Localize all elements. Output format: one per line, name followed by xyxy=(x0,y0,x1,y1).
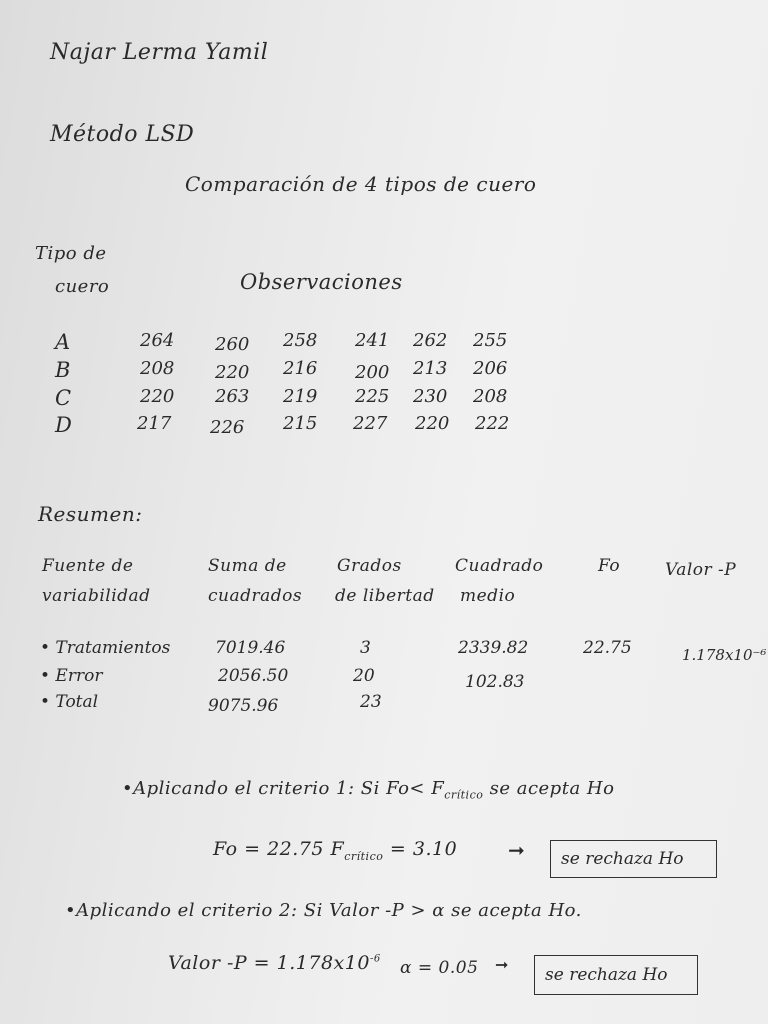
header-ms-1: Cuadrado xyxy=(455,556,544,576)
obs-value: 264 xyxy=(140,330,175,351)
criterion-1-text xyxy=(122,778,614,802)
obs-value: 216 xyxy=(283,358,318,379)
df-cell: 3 xyxy=(360,638,371,658)
obs-value: 222 xyxy=(475,413,510,434)
obs-value: 258 xyxy=(283,330,318,351)
ss-cell: 9075.96 xyxy=(208,696,279,716)
source-cell: • Error xyxy=(40,666,103,686)
obs-value: 213 xyxy=(413,358,448,379)
obs-value: 206 xyxy=(473,358,508,379)
obs-value: 220 xyxy=(415,413,450,434)
obs-value: 219 xyxy=(283,386,318,407)
header-f0: Fo xyxy=(598,556,621,576)
observations-title: Observaciones xyxy=(240,270,403,294)
header-df-1: Grados xyxy=(337,556,402,576)
df-cell: 23 xyxy=(360,692,382,712)
obs-value: 220 xyxy=(140,386,175,407)
obs-value: 220 xyxy=(215,362,250,383)
obs-value: 255 xyxy=(473,330,508,351)
header-df-2: de libertad xyxy=(335,586,435,606)
criterion-2-values xyxy=(168,952,381,974)
criterion-1-subscript: crítico xyxy=(444,788,484,802)
header-ms-2: medio xyxy=(460,586,516,606)
header-source-2: variabilidad xyxy=(42,586,151,606)
criterion-1-part-b: se acepta Ho xyxy=(489,778,615,799)
header-source-1: Fuente de xyxy=(42,556,134,576)
source-cell: • Tratamientos xyxy=(40,638,171,658)
experiment-subtitle: Comparación de 4 tipos de cuero xyxy=(185,172,537,196)
obs-value: 215 xyxy=(283,413,318,434)
method-title: Método LSD xyxy=(50,122,195,147)
criterion-1-part-a: •Aplicando el criterio 1: Si Fo< F xyxy=(122,778,445,799)
arrow-icon: ➞ xyxy=(508,838,525,862)
obs-value: 200 xyxy=(355,362,390,383)
criterion-1-values xyxy=(213,838,457,863)
type-letter: C xyxy=(55,386,72,410)
obs-value: 208 xyxy=(473,386,508,407)
obs-value: 208 xyxy=(140,358,175,379)
ms-cell: 102.83 xyxy=(465,672,525,692)
criterion-1-values-a: Fo = 22.75 F xyxy=(213,838,345,860)
obs-value: 217 xyxy=(137,413,172,434)
obs-value: 263 xyxy=(215,386,250,407)
obs-value: 226 xyxy=(210,417,245,438)
obs-value: 241 xyxy=(355,330,390,351)
ss-cell: 7019.46 xyxy=(215,638,286,658)
summary-title: Resumen: xyxy=(38,502,143,526)
obs-value: 260 xyxy=(215,334,250,355)
header-ss-2: cuadrados xyxy=(208,586,303,606)
criterion-2-result-box: se rechaza Ho xyxy=(534,955,698,995)
arrow-icon: ➞ xyxy=(495,955,509,974)
df-cell: 20 xyxy=(353,666,375,686)
author-name: Najar Lerma Yamil xyxy=(50,40,269,65)
header-p-value: Valor -P xyxy=(665,560,737,580)
criterion-2-alpha: α = 0.05 xyxy=(400,958,479,978)
obs-value: 230 xyxy=(413,386,448,407)
type-letter: A xyxy=(55,330,71,354)
obs-value: 262 xyxy=(413,330,448,351)
f0-cell: 22.75 xyxy=(583,638,632,658)
type-letter: B xyxy=(55,358,71,382)
p-cell: 1.178x10⁻⁶ xyxy=(682,646,767,664)
ss-cell: 2056.50 xyxy=(218,666,289,686)
header-ss-1: Suma de xyxy=(208,556,287,576)
type-label-line1: Tipo de xyxy=(35,243,107,264)
criterion-2-text: •Aplicando el criterio 2: Si Valor -P > α se acepta Ho. xyxy=(65,900,582,921)
source-cell: • Total xyxy=(40,692,99,712)
obs-value: 225 xyxy=(355,386,390,407)
criterion-1-values-subscript: crítico xyxy=(344,849,384,863)
type-letter: D xyxy=(55,413,72,437)
criterion-1-values-b: = 3.10 xyxy=(383,838,458,860)
criterion-2-values-a: Valor -P = 1.178x10 xyxy=(168,952,370,974)
criterion-2-superscript: -6 xyxy=(369,953,381,965)
type-label-line2: cuero xyxy=(55,276,110,297)
obs-value: 227 xyxy=(353,413,388,434)
criterion-1-result-box: se rechaza Ho xyxy=(550,840,717,878)
ms-cell: 2339.82 xyxy=(458,638,529,658)
